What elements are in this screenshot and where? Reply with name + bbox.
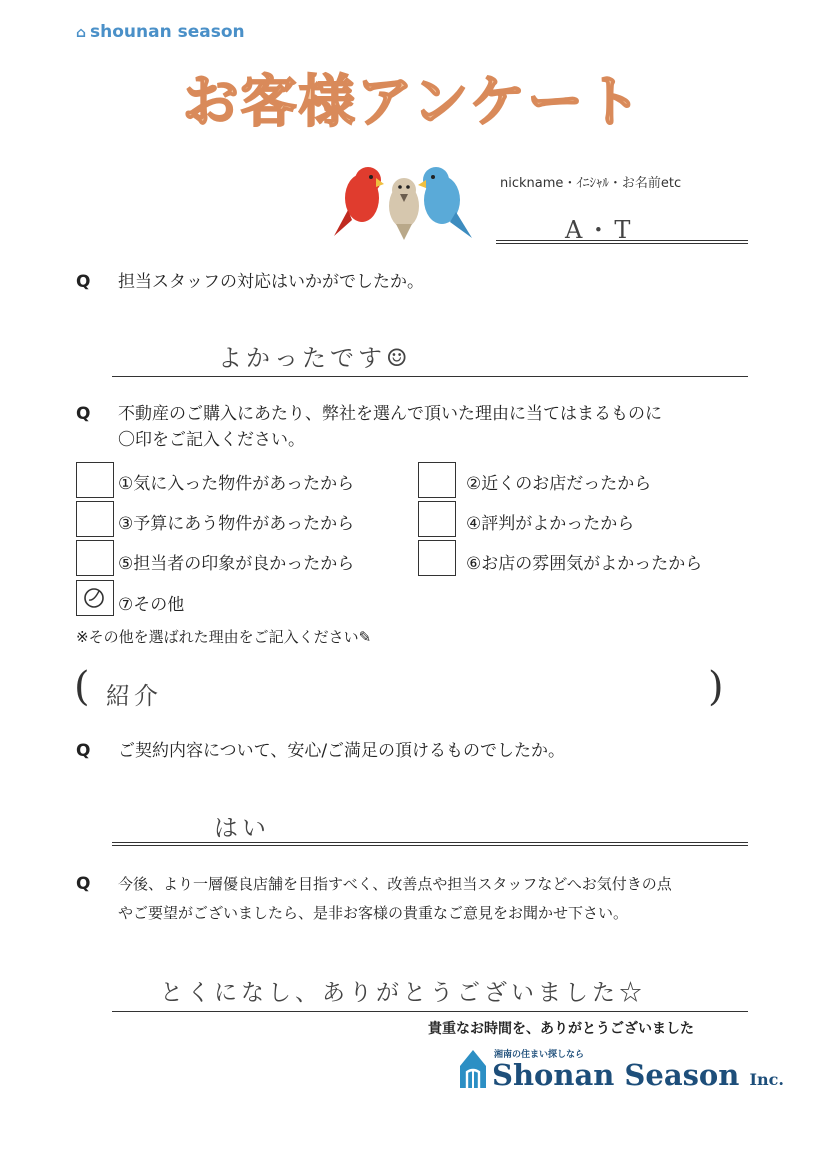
other-reason-answer: 紹介 (106, 682, 162, 710)
other-reason-note: ※その他を選ばれた理由をご記入ください✎ (76, 628, 372, 646)
nickname-label: nickname・ｲﾆｼｬﾙ・お名前etc (500, 176, 682, 191)
q4-answer: とくになし、ありがとうございました☆ (160, 980, 646, 1006)
open-paren: ( (74, 664, 90, 710)
nickname-value: A・T (565, 216, 635, 244)
option-1-checkbox[interactable] (76, 462, 114, 498)
thanks-message: 貴重なお時間を、ありがとうございました (428, 1021, 694, 1037)
option-5-checkbox[interactable] (76, 540, 114, 576)
option-7-label: ⑦その他 (118, 595, 185, 615)
q3-marker: Q (76, 741, 91, 761)
nickname-underline (496, 240, 748, 244)
q3-answer-line (112, 842, 748, 846)
q1-answer-line (112, 376, 748, 377)
logo-name: Shonan Season (492, 1058, 740, 1092)
option-3-label: ③予算にあう物件があったから (118, 514, 355, 534)
brand-name: shounan season (90, 22, 245, 42)
q4-marker: Q (76, 874, 91, 894)
q1-marker: Q (76, 272, 91, 292)
q3-answer: はい (214, 814, 270, 842)
q4-answer-line (112, 1011, 748, 1012)
q3-question: ご契約内容について、安心/ご満足の頂けるものでしたか。 (118, 741, 566, 761)
option-6-checkbox[interactable] (418, 540, 456, 576)
option-5-label: ⑤担当者の印象が良かったから (118, 554, 355, 574)
brand-header (76, 22, 245, 42)
option-6-label: ⑥お店の雰囲気がよかったから (466, 554, 703, 574)
house-logo-icon (458, 1046, 488, 1090)
birds-illustration-icon (330, 160, 480, 240)
option-4-label: ④評判がよかったから (466, 514, 635, 534)
q2-marker: Q (76, 404, 91, 424)
q1-question: 担当スタッフの対応はいかがでしたか。 (118, 272, 424, 292)
company-logo (492, 1058, 784, 1092)
q2-question-line2: 〇印をご記入ください。 (118, 430, 305, 450)
q1-answer: よかったです☺ (218, 344, 412, 372)
q4-question-line2: やご要望がございましたら、是非お客様の貴重なご意見をお聞かせ下さい。 (118, 904, 629, 922)
q2-question-line1: 不動産のご購入にあたり、弊社を選んで頂いた理由に当てはまるものに (118, 404, 662, 424)
circle-mark-icon (77, 581, 113, 615)
page-title: お客様アンケート (182, 70, 644, 135)
q4-question-line1: 今後、より一層優良店舗を目指すべく、改善点や担当スタッフなどへお気付きの点 (118, 875, 672, 893)
option-3-checkbox[interactable] (76, 501, 114, 537)
option-1-label: ①気に入った物件があったから (118, 474, 355, 494)
option-2-checkbox[interactable] (418, 462, 456, 498)
house-icon: ⌂ (76, 25, 87, 41)
option-4-checkbox[interactable] (418, 501, 456, 537)
logo-tagline: 湘南の住まい探しなら (494, 1050, 585, 1060)
option-7-checkbox[interactable] (76, 580, 114, 616)
logo-suffix: Inc. (749, 1070, 784, 1089)
close-paren: ) (708, 664, 724, 710)
option-2-label: ②近くのお店だったから (466, 474, 652, 494)
